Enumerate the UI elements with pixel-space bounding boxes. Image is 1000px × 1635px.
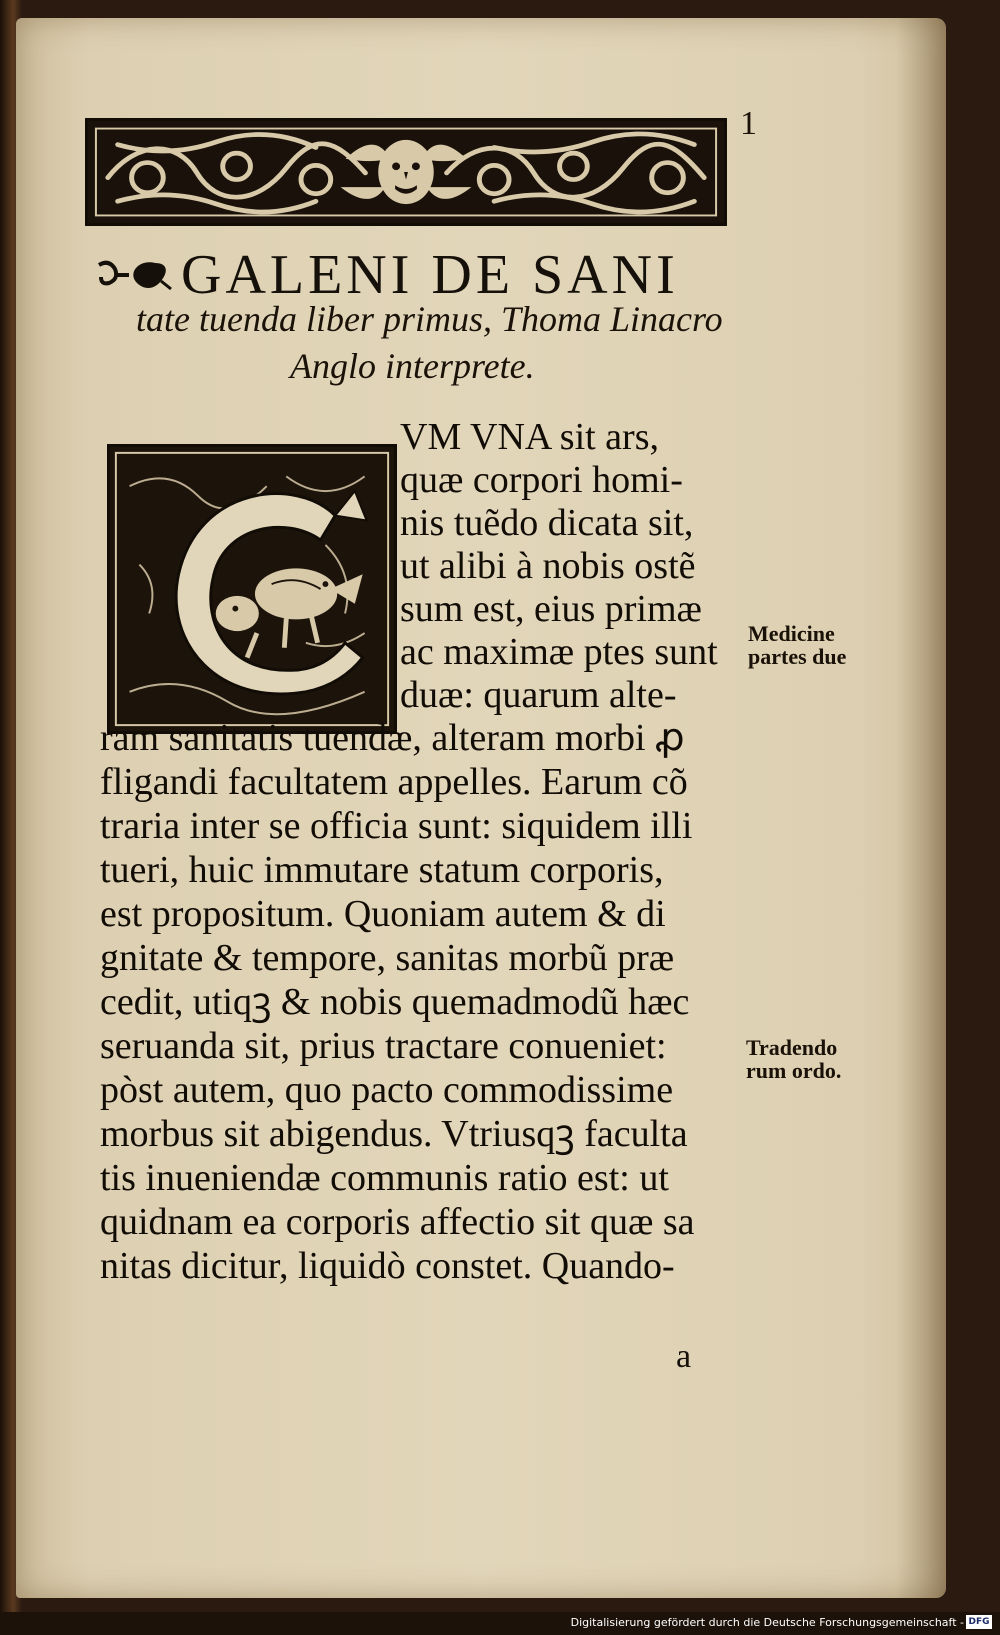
ornamental-headpiece [85, 118, 727, 226]
decorated-initial-c [107, 444, 397, 734]
body-line: VM VNA sit ars, [400, 416, 659, 458]
dfg-logo[interactable]: DFG [966, 1615, 992, 1629]
body-line: pòst autem, quo pacto commodissime [100, 1069, 674, 1111]
body-line: quidnam ea corporis affectio sit quæ sa [100, 1201, 695, 1243]
body-line: nitas dicitur, liquidò constet. Quando- [100, 1245, 675, 1287]
page-number: 1 [740, 105, 757, 142]
body-line: quæ corpori homi- [400, 459, 683, 501]
fleuron-icon [95, 255, 175, 295]
body-line: ac maximæ ptes sunt [400, 631, 718, 673]
body-line: tueri, huic immutare statum corporis, [100, 849, 664, 891]
body-line: fligandi facultatem appelles. Earum cõ [100, 761, 688, 803]
body-line: duæ: quarum alte- [400, 674, 677, 716]
body-line: ram sanitatis tuendæ, alteram morbi ꝓ [100, 717, 685, 759]
body-line: ut alibi à nobis ostẽ [400, 545, 696, 587]
body-line: seruanda sit, prius tractare conueniet: [100, 1025, 667, 1067]
signature-mark: a [676, 1338, 692, 1375]
title-translator: Anglo interprete. [290, 346, 535, 386]
body-line: est propositum. Quoniam autem & di [100, 893, 666, 935]
footer-credit: Digitalisierung gefördert durch die Deutsche Forschungsgemeinschaft - [570, 1616, 964, 1629]
body-line: tis inueniendæ communis ratio est: ut [100, 1157, 669, 1199]
title-heading: GALENI DE SANI [95, 243, 735, 307]
body-line: gnitate & tempore, sanitas morbũ præ [100, 937, 675, 979]
margin-note-medicine: Medicine partes due [748, 621, 847, 670]
title-subheading: tate tuenda liber primus, Thoma Linacro [136, 299, 723, 339]
body-line: sum est, eius primæ [400, 588, 702, 630]
body-line: cedit, utiqꝫ & nobis quemadmodũ hæc [100, 981, 690, 1023]
body-line: morbus sit abigendus. Vtriusqꝫ faculta [100, 1113, 688, 1155]
body-line: traria inter se officia sunt: siquidem illi [100, 805, 693, 847]
body-line: nis tuẽdo dicata sit, [400, 502, 694, 544]
margin-note-order: Tradendo rum ordo. [746, 1035, 842, 1084]
